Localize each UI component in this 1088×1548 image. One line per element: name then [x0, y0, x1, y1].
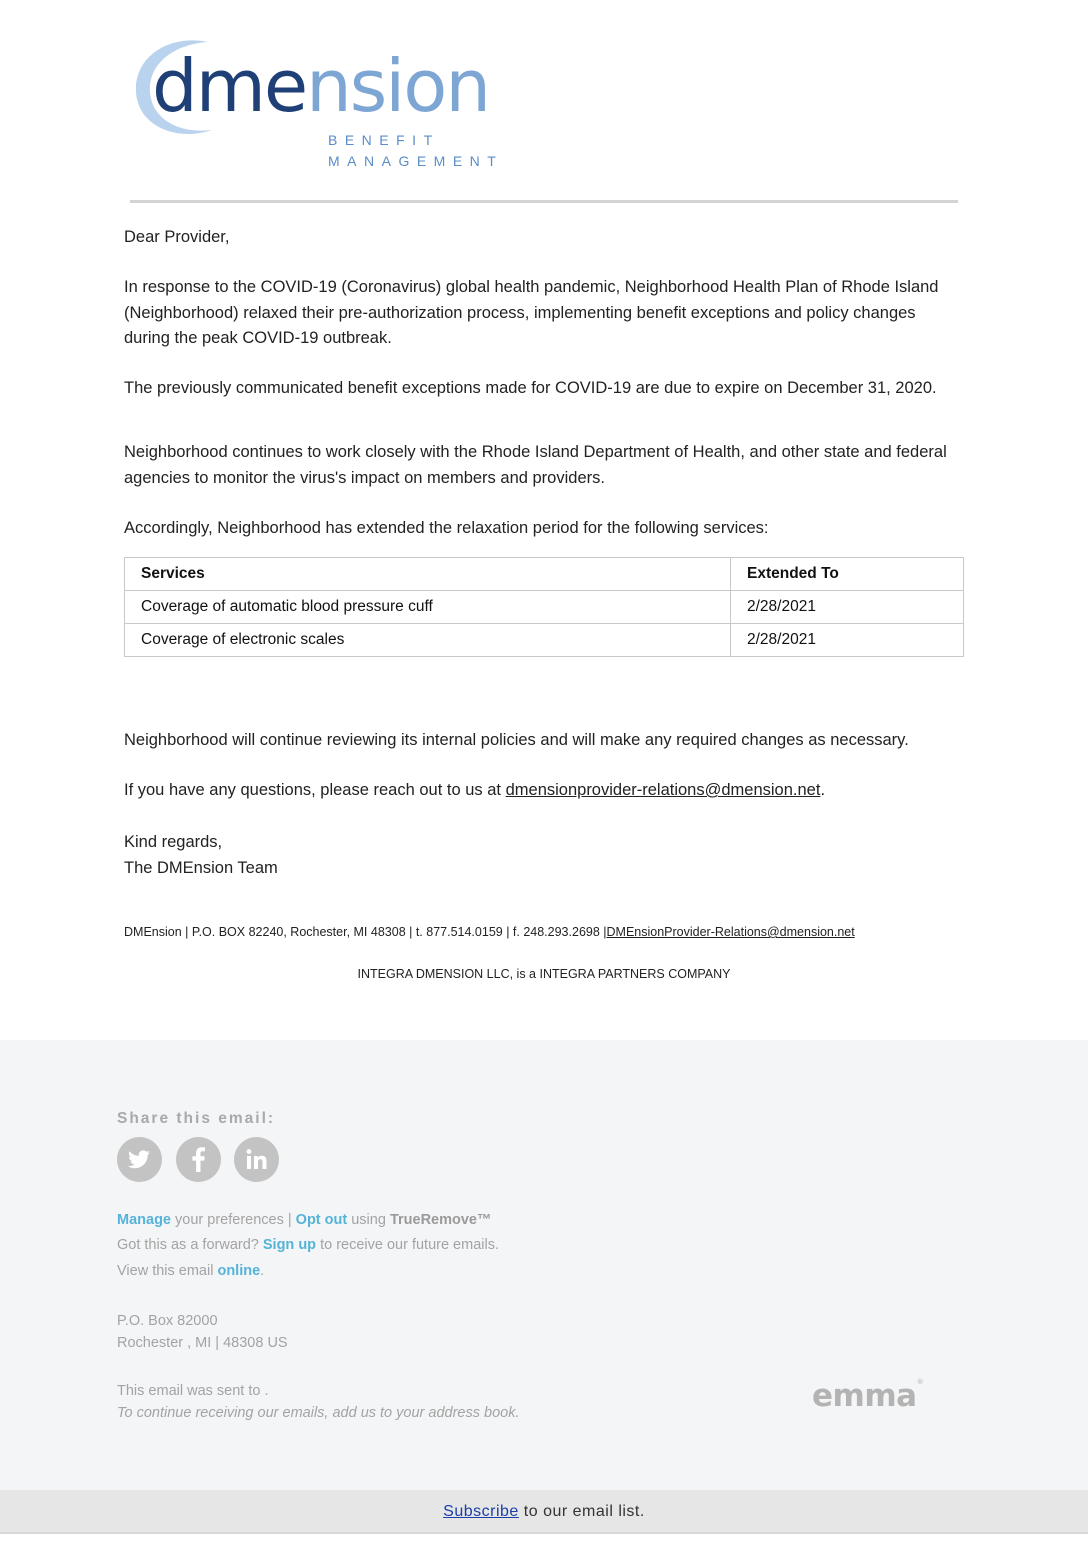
contact-email-link[interactable]: DMEnsionProvider-Relations@dmension.net	[606, 925, 855, 939]
logo-wordmark: dmension	[152, 44, 489, 128]
table-row	[125, 591, 964, 624]
signature: The DMEnsion Team	[124, 858, 278, 877]
linkedin-icon	[234, 1137, 279, 1182]
table-row	[125, 624, 964, 657]
paragraph-expiration: The previously communicated benefit exceptions made for COVID-19 are due to expire on December 31, 2020.	[124, 379, 937, 397]
sent-to-line: This email was sent to .	[117, 1383, 269, 1399]
provider-relations-email-link[interactable]: dmensionprovider-relations@dmension.net	[505, 781, 821, 799]
paragraph-extension: Accordingly, Neighborhood has extended the relaxation period for the following services:	[124, 519, 769, 537]
linkedin-share-button[interactable]	[234, 1137, 279, 1182]
services-table	[124, 557, 964, 657]
closing-block	[124, 830, 964, 881]
twitter-icon	[117, 1137, 162, 1182]
manage-link[interactable]: Manage	[117, 1212, 171, 1228]
trueremove-label: TrueRemove™	[389, 1212, 492, 1228]
view-online-link[interactable]: online	[217, 1263, 261, 1279]
closing: Kind regards,	[124, 833, 223, 851]
twitter-share-button[interactable]	[117, 1137, 162, 1182]
logo-subtitle-line2: MANAGEMENT	[328, 153, 504, 169]
dmension-logo	[130, 36, 530, 176]
paragraph-questions: If you have any questions, please reach out to us at dmensionprovider-relations@dmension.net.	[124, 781, 826, 799]
header-services: Services	[125, 558, 731, 591]
footer-address-line1: P.O. Box 82000	[117, 1313, 218, 1329]
facebook-icon	[176, 1137, 221, 1182]
paragraph-policies: Neighborhood will continue reviewing its internal policies and will make any required changes as necessary.	[124, 731, 909, 749]
emma-logo[interactable]: emma®	[812, 1378, 924, 1414]
contact-line: DMEnsion | P.O. BOX 82240, Rochester, MI 48308 | t. 877.514.0159 | f. 248.293.2698 |DMEnsionProvider-Relations@dmension.net	[124, 925, 855, 939]
paragraph-covid-response: In response to the COVID-19 (Coronavirus) global health pandemic, Neighborhood Health Plan of Rhode Island (Neighborhood) relaxed their pre-authorization process, implementing benefit exceptions and policy changes during the peak COVID-19 outbreak.	[124, 278, 939, 347]
emma-trademark-mark: ®	[916, 1378, 924, 1386]
sign-up-link[interactable]: Sign up	[262, 1237, 317, 1253]
view-online-line: View this email online.	[117, 1263, 265, 1279]
date-cell: 2/28/2021	[731, 591, 964, 624]
paragraph-monitoring: Neighborhood continues to work closely with the Rhode Island Department of Health, and other state and federal agencies to monitor the virus's impact on members and providers.	[124, 443, 947, 487]
service-cell: Coverage of electronic scales	[125, 624, 731, 657]
service-cell: Coverage of automatic blood pressure cuff	[125, 591, 731, 624]
forward-signup-line: Got this as a forward? Sign up to receive our future emails.	[117, 1237, 499, 1253]
footer-address-line2: Rochester , MI | 48308 US	[117, 1335, 288, 1351]
header-divider	[130, 200, 958, 203]
logo-subtitle-line1: BENEFIT	[328, 132, 440, 148]
header-extended-to: Extended To	[731, 558, 964, 591]
date-cell: 2/28/2021	[731, 624, 964, 657]
facebook-share-button[interactable]	[176, 1137, 221, 1182]
address-book-line: To continue receiving our emails, add us to your address book.	[117, 1405, 520, 1421]
company-line: INTEGRA DMENSION LLC, is a INTEGRA PARTNERS COMPANY	[357, 967, 731, 981]
subscribe-link[interactable]: Subscribe	[443, 1503, 519, 1520]
opt-out-link[interactable]: Opt out	[295, 1212, 348, 1228]
email-footer	[0, 1040, 1088, 1490]
greeting: Dear Provider,	[124, 228, 230, 246]
share-label: Share this email:	[117, 1110, 276, 1127]
subscribe-bar: Subscribe to our email list.	[0, 1490, 1088, 1534]
table-header-row	[125, 558, 964, 591]
manage-preferences-line: Manage your preferences | Opt out using TrueRemove™	[117, 1212, 492, 1228]
